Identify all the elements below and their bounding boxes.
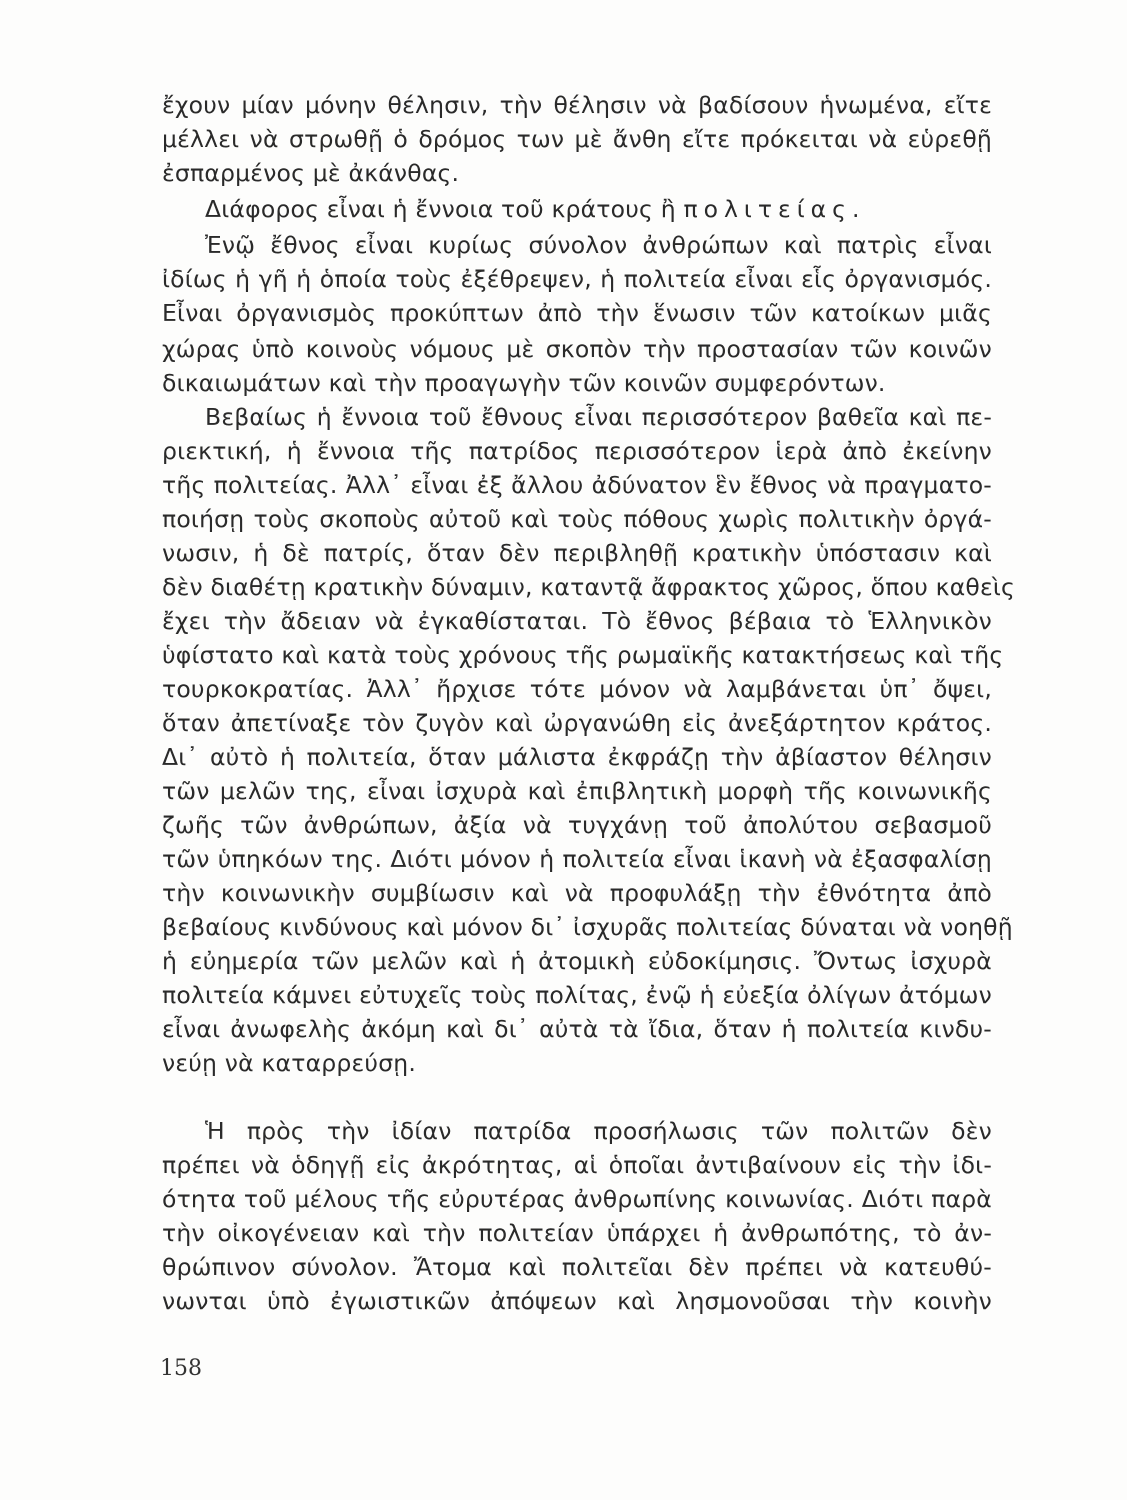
- text-line: νεύῃ νὰ καταρρεύσῃ.: [162, 1049, 417, 1077]
- text-line: ὑφίστατο καὶ κατὰ τοὺς χρόνους τῆς ρωμαϊκῆς κατακτήσεως καὶ τῆς: [162, 641, 1004, 669]
- text-line: ποιήσῃ τοὺς σκοποὺς αὐτοῦ καὶ τοὺς πόθους χωρὶς πολιτικὴν ὀργά-: [162, 505, 992, 533]
- text-line: ἰδίως ἡ γῆ ἡ ὁποία τοὺς ἐξέθρεψεν, ἡ πολιτεία εἶναι εἷς ὀργανισμός.: [162, 265, 992, 293]
- text-line: τὴν οἰκογένειαν καὶ τὴν πολιτείαν ὑπάρχει ἡ ἀνθρωπότης, τὸ ἀν-: [162, 1219, 992, 1247]
- text-line: εἶναι ἀνωφελὴς ἀκόμη καὶ δι᾽ αὐτὰ τὰ ἴδια, ὅταν ἡ πολιτεία κινδυ-: [162, 1015, 992, 1043]
- text-line: ἔχουν μίαν μόνην θέλησιν, τὴν θέλησιν νὰ βαδίσουν ἡνωμένα, εἴτε: [162, 91, 992, 119]
- text-line: ότητα τοῦ μέλους τῆς εὐρυτέρας ἀνθρωπίνης κοινωνίας. Διότι παρὰ: [162, 1185, 992, 1213]
- text-line: Ἡ πρὸς τὴν ἰδίαν πατρίδα προσήλωσις τῶν πολιτῶν δὲν: [205, 1117, 992, 1145]
- text-line: Βεβαίως ἡ ἔννοια τοῦ ἔθνους εἶναι περισσότερον βαθεῖα καὶ πε-: [205, 403, 992, 431]
- text-line: τὴν κοινωνικὴν συμβίωσιν καὶ νὰ προφυλάξῃ τὴν ἐθνότητα ἀπὸ: [162, 879, 992, 907]
- text-line: τῶν μελῶν της, εἶναι ἰσχυρὰ καὶ ἐπιβλητικὴ μορφὴ τῆς κοινωνικῆς: [162, 777, 992, 805]
- text-line: πρέπει νὰ ὁδηγῇ εἰς ἀκρότητας, αἱ ὁποῖαι ἀντιβαίνουν εἰς τὴν ἰδι-: [162, 1151, 992, 1179]
- text-line: Εἶναι ὀργανισμὸς προκύπτων ἀπὸ τὴν ἕνωσιν τῶν κατοίκων μιᾶς: [162, 299, 992, 327]
- text-line: θρώπινον σύνολον. Ἄτομα καὶ πολιτεῖαι δὲν πρέπει νὰ κατευθύ-: [162, 1253, 992, 1281]
- text-line: νωσιν, ἡ δὲ πατρίς, ὅταν δὲν περιβληθῇ κρατικὴν ὑπόστασιν καὶ: [162, 539, 992, 567]
- text-line: τουρκοκρατίας. Ἀλλ᾽ ἤρχισε τότε μόνον νὰ λαμβάνεται ὑπ᾽ ὄψει,: [162, 675, 992, 703]
- text-line: μέλλει νὰ στρωθῇ ὁ δρόμος των μὲ ἄνθη εἴτε πρόκειται νὰ εὑρεθῇ: [162, 125, 992, 153]
- text-line: ζωῆς τῶν ἀνθρώπων, ἀξία νὰ τυγχάνῃ τοῦ ἀπολύτου σεβασμοῦ: [162, 811, 992, 839]
- text-line: τῶν ὑπηκόων της. Διότι μόνον ἡ πολιτεία εἶναι ἱκανὴ νὰ ἐξασφαλίσῃ: [162, 845, 992, 873]
- text-line: βεβαίους κινδύνους καὶ μόνον δι᾽ ἰσχυρᾶς πολιτείας δύναται νὰ νοηθῇ: [162, 913, 1013, 941]
- text-line: δὲν διαθέτῃ κρατικὴν δύναμιν, καταντᾷ ἄφρακτος χῶρος, ὅπου καθεὶς: [162, 573, 1016, 601]
- text-line: τῆς πολιτείας. Ἀλλ᾽ εἶναι ἐξ ἄλλου ἀδύνατον ἓν ἔθνος νὰ πραγματο-: [162, 471, 992, 499]
- text-line: ἡ εὐημερία τῶν μελῶν καὶ ἡ ἀτομικὴ εὐδοκίμησις. Ὄντως ἰσχυρὰ: [162, 947, 992, 975]
- page-number: 158: [160, 1356, 202, 1381]
- text-line: ἔχει τὴν ἄδειαν νὰ ἐγκαθίσταται. Τὸ ἔθνος βέβαια τὸ Ἑλληνικὸν: [162, 607, 992, 635]
- emphasized-word: πολιτείας.: [683, 195, 866, 223]
- text-line: δικαιωμάτων καὶ τὴν προαγωγὴν τῶν κοινῶν συμφερόντων.: [162, 369, 886, 397]
- text-line: ριεκτική, ἡ ἔννοια τῆς πατρίδος περισσότερον ἱερὰ ἀπὸ ἐκείνην: [162, 437, 992, 465]
- text-line: [205, 192, 865, 226]
- text-line: χώρας ὑπὸ κοινοὺς νόμους μὲ σκοπὸν τὴν προστασίαν τῶν κοινῶν: [162, 335, 992, 363]
- text-line: ὅταν ἀπετίναξε τὸν ζυγὸν καὶ ὠργανώθη εἰς ἀνεξάρτητον κράτος.: [162, 709, 992, 737]
- text-segment: Διάφορος εἶναι ἡ ἔννοια τοῦ κράτους ἢ: [205, 195, 676, 223]
- text-line: Ἐνῷ ἔθνος εἶναι κυρίως σύνολον ἀνθρώπων καὶ πατρὶς εἶναι: [205, 231, 992, 259]
- text-line: ἐσπαρμένος μὲ ἀκάνθας.: [162, 159, 460, 187]
- text-line: νωνται ὑπὸ ἐγωιστικῶν ἀπόψεων καὶ λησμονοῦσαι τὴν κοινὴν: [162, 1287, 992, 1315]
- text-line: πολιτεία κάμνει εὐτυχεῖς τοὺς πολίτας, ἐνῷ ἡ εὐεξία ὀλίγων ἀτόμων: [162, 981, 992, 1009]
- text-line: Δι᾽ αὐτὸ ἡ πολιτεία, ὅταν μάλιστα ἐκφράζῃ τὴν ἀβίαστον θέλησιν: [162, 743, 992, 771]
